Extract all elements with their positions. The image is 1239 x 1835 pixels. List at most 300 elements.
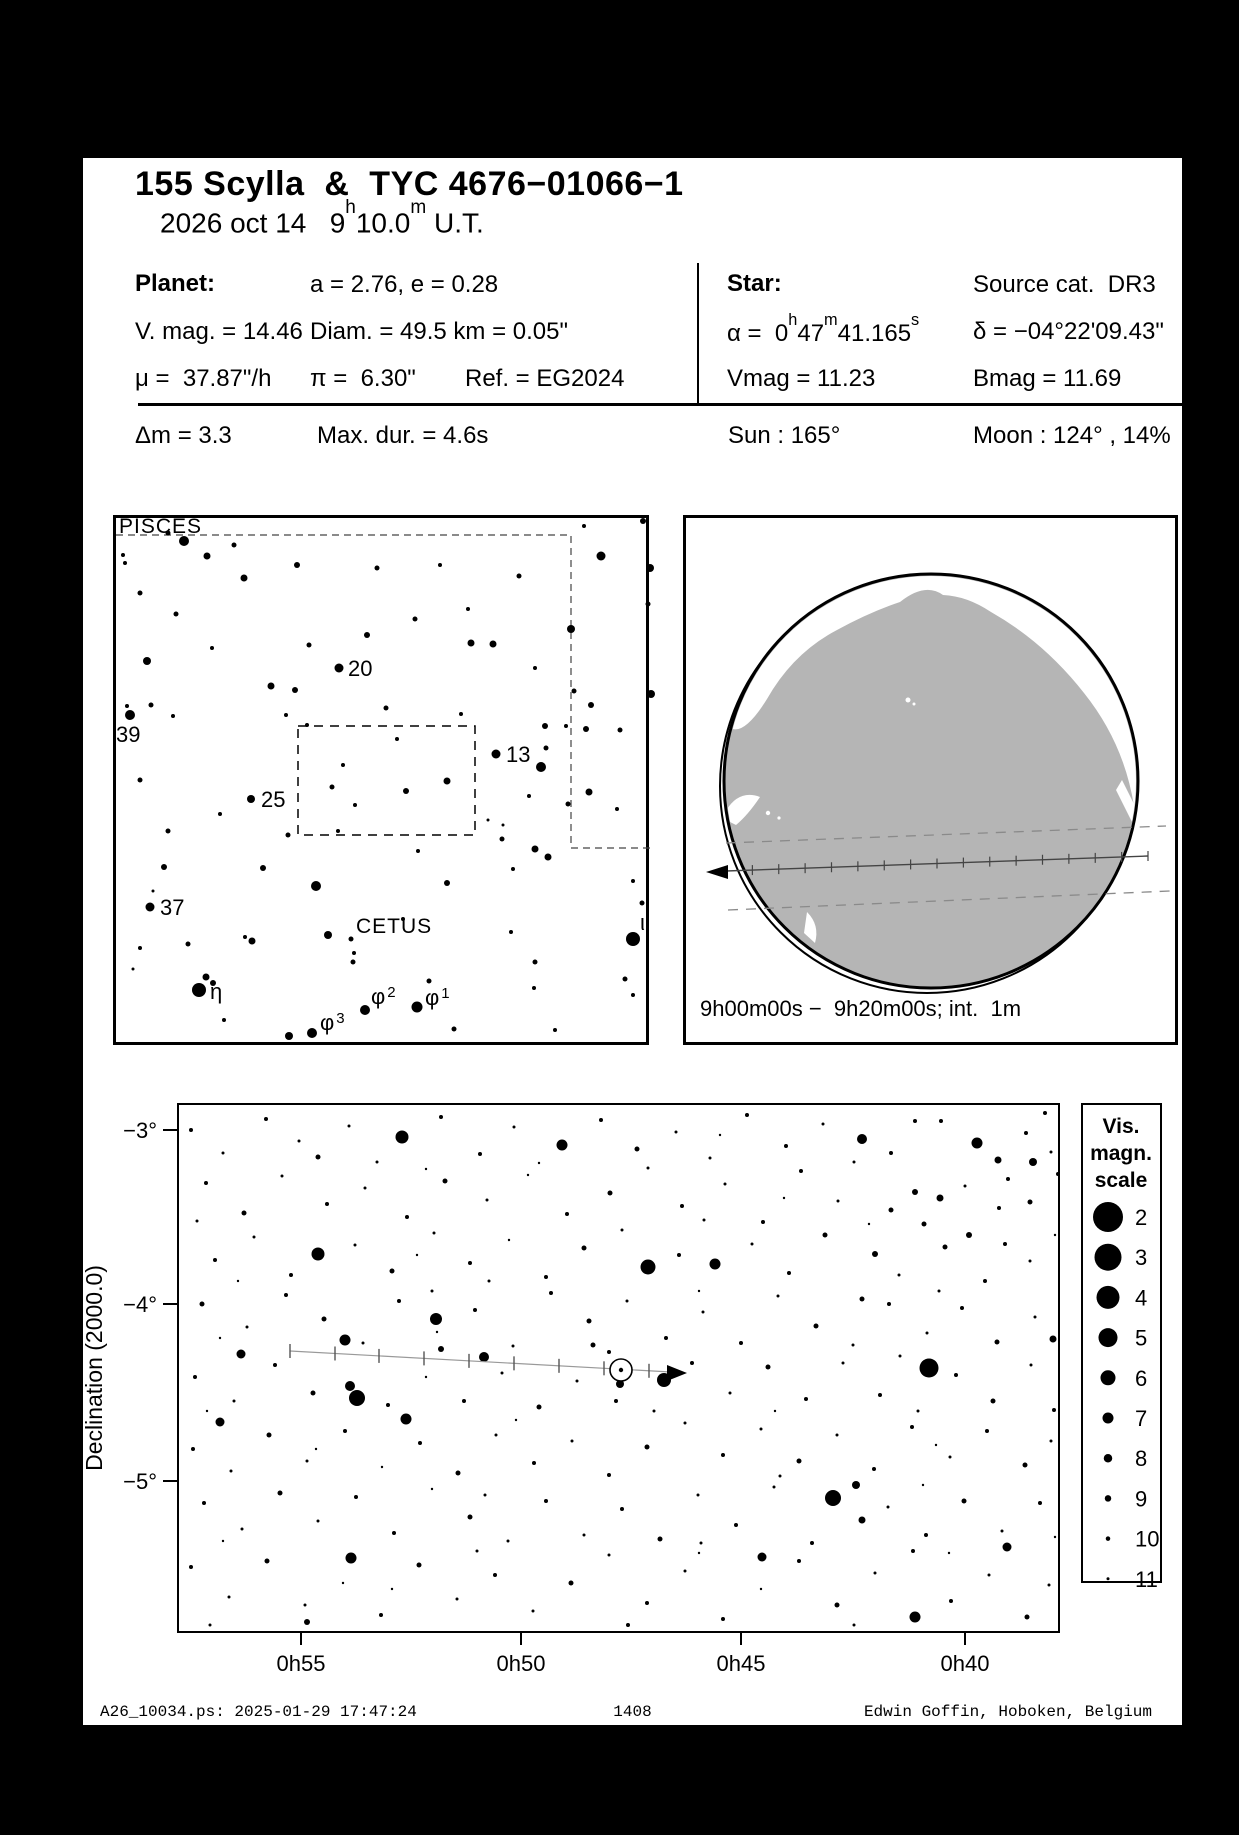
- star: [416, 1254, 418, 1256]
- star: [620, 1507, 624, 1511]
- star: [418, 1441, 422, 1445]
- star: [478, 1152, 482, 1156]
- star: [943, 1245, 948, 1250]
- star: [544, 1275, 548, 1279]
- star: [330, 785, 335, 790]
- star: [1030, 1364, 1033, 1367]
- star: [171, 714, 175, 718]
- star: [268, 683, 275, 690]
- star: [193, 1375, 197, 1379]
- star: [123, 561, 127, 565]
- star: [396, 1131, 409, 1144]
- star: [814, 1324, 819, 1329]
- star: [391, 1588, 393, 1590]
- star: [912, 1189, 918, 1195]
- globe-time-caption: 9h00m00s − 9h20m00s; int. 1m: [700, 996, 1022, 1021]
- star: [804, 1397, 808, 1401]
- star: [243, 935, 247, 939]
- legend-mag-circle: [1104, 1454, 1113, 1463]
- star: [777, 1295, 780, 1298]
- star: [645, 1445, 650, 1450]
- legend-mag-label: 6: [1135, 1365, 1148, 1391]
- star: [502, 824, 505, 827]
- star: [364, 632, 370, 638]
- star: [341, 763, 345, 767]
- star: [430, 1313, 442, 1325]
- star: [564, 724, 568, 728]
- star: [988, 1574, 991, 1577]
- star-label: ι: [640, 910, 645, 935]
- star: [664, 1336, 668, 1340]
- max-duration: Max. dur. = 4.6s: [317, 422, 489, 449]
- star-label: 39: [116, 722, 141, 747]
- star: [351, 960, 356, 965]
- star: [515, 1419, 517, 1421]
- star: [926, 1332, 929, 1335]
- star: [567, 625, 575, 633]
- star: [783, 1197, 785, 1199]
- star: [852, 1344, 855, 1347]
- star: [647, 690, 655, 698]
- star: [500, 837, 505, 842]
- star: [209, 1624, 212, 1627]
- star: [985, 1429, 989, 1433]
- star: [760, 1588, 762, 1590]
- y-axis-title: Declination (2000.0): [81, 1265, 107, 1471]
- star: [186, 942, 191, 947]
- star: [202, 1501, 206, 1505]
- star: [511, 867, 515, 871]
- y-tick-label: −3°: [123, 1118, 157, 1143]
- star: [591, 1343, 596, 1348]
- star: [278, 1491, 283, 1496]
- star: [823, 1233, 828, 1238]
- finder-chart-panel: [113, 515, 649, 1045]
- star: [468, 640, 475, 647]
- star: [191, 1447, 195, 1451]
- star: [384, 706, 389, 711]
- star: [304, 1604, 307, 1607]
- star: [719, 1134, 721, 1136]
- star: [710, 1259, 721, 1270]
- planet-reference: Ref. = EG2024: [465, 365, 625, 392]
- star: [853, 1624, 856, 1627]
- star: [607, 1473, 611, 1477]
- star: [874, 1572, 877, 1575]
- star: [542, 723, 548, 729]
- star: [774, 1410, 776, 1412]
- star: [887, 1302, 891, 1306]
- star: [898, 1274, 901, 1277]
- legend-mag-label: 5: [1135, 1325, 1148, 1351]
- star: [745, 1113, 749, 1117]
- star: [935, 1444, 937, 1446]
- star: [392, 1531, 396, 1535]
- star: [285, 1032, 293, 1040]
- star: [631, 993, 635, 997]
- star: [860, 1297, 865, 1302]
- x-axis-title: Right ascension (2000.0): [490, 1808, 747, 1834]
- star: [397, 1299, 401, 1303]
- star: [646, 564, 654, 572]
- legend-mag-circle: [1093, 1202, 1123, 1232]
- magnitude-legend: [1083, 1105, 1160, 1592]
- star: [684, 1570, 687, 1573]
- star: [917, 1410, 920, 1413]
- star-vmag: Vmag = 11.23: [727, 365, 876, 392]
- globe-panel: [683, 515, 1178, 1045]
- star: [431, 1290, 434, 1293]
- star: [566, 802, 571, 807]
- star: [647, 1167, 650, 1170]
- star: [395, 737, 399, 741]
- star: [997, 1206, 1001, 1210]
- star: [1001, 1530, 1004, 1533]
- star: [246, 1326, 249, 1329]
- star: [362, 1342, 365, 1345]
- star: [456, 1471, 461, 1476]
- detail-content: [189, 1111, 1060, 1627]
- y-tick-label: −4°: [123, 1292, 157, 1317]
- star: [416, 849, 420, 853]
- star: [797, 1559, 801, 1563]
- path-direction-arrow: [706, 865, 728, 879]
- star: [1006, 1177, 1010, 1181]
- land-solomons-2: [777, 816, 780, 819]
- header-divider: [697, 263, 699, 405]
- star: [459, 712, 463, 716]
- star: [501, 1372, 504, 1375]
- footer-filename: A26_10034.ps: 2025-01-29 17:47:24: [100, 1703, 417, 1721]
- star: [1052, 1408, 1056, 1412]
- star: [213, 1258, 217, 1262]
- star: [837, 1200, 840, 1203]
- star: [983, 1279, 987, 1283]
- star: [349, 937, 354, 942]
- star: [729, 1392, 732, 1395]
- star: [166, 829, 171, 834]
- star: [608, 1554, 611, 1557]
- star: [1054, 1536, 1056, 1538]
- star: [537, 1405, 542, 1410]
- star: [684, 1422, 687, 1425]
- star: [766, 1365, 771, 1370]
- magnitude-legend-panel: [1081, 1103, 1162, 1592]
- star: [582, 1246, 587, 1251]
- legend-mag-label: 3: [1135, 1245, 1148, 1271]
- star: [468, 1261, 472, 1265]
- planet-parallax: π = 6.30": [310, 365, 416, 392]
- star: [962, 1499, 967, 1504]
- star: [677, 1253, 681, 1257]
- planet-vmag: V. mag. = 14.46: [135, 318, 303, 345]
- star: [697, 1494, 700, 1497]
- named-star: [192, 983, 206, 997]
- star: [281, 1175, 284, 1178]
- event-date: 2026 oct 14 9$^h$10.0$^m$ U.T.: [160, 197, 484, 239]
- legend-mag-label: 2: [1135, 1205, 1148, 1230]
- star: [899, 1355, 902, 1358]
- star: [312, 1248, 325, 1261]
- star-label: 25: [261, 787, 286, 812]
- star: [787, 1271, 791, 1275]
- star-bmag: Bmag = 11.69: [973, 365, 1122, 392]
- star: [352, 951, 356, 955]
- star: [249, 938, 256, 945]
- star: [527, 794, 531, 798]
- star: [614, 1399, 618, 1403]
- star: [484, 1494, 487, 1497]
- star: [121, 553, 125, 557]
- star: [138, 778, 143, 783]
- star: [431, 1488, 433, 1490]
- star: [232, 543, 237, 548]
- legend-title: scale: [1094, 1169, 1148, 1192]
- star: [640, 901, 645, 906]
- star: [316, 1155, 321, 1160]
- star: [311, 1391, 316, 1396]
- star-label: 37: [160, 895, 185, 920]
- star: [544, 1499, 548, 1503]
- named-star: [335, 664, 344, 673]
- star: [1024, 1131, 1028, 1135]
- star: [631, 879, 635, 883]
- star: [588, 702, 594, 708]
- star: [517, 574, 522, 579]
- star: [618, 728, 623, 733]
- star: [413, 617, 418, 622]
- star: [810, 1541, 814, 1545]
- star: [468, 1515, 473, 1520]
- star: [174, 612, 179, 617]
- star: [425, 1168, 427, 1170]
- star: [375, 566, 380, 571]
- star: [734, 1523, 738, 1527]
- star: [305, 723, 309, 727]
- star: [1043, 1111, 1047, 1115]
- star: [381, 1466, 383, 1468]
- star: [200, 1302, 205, 1307]
- star: [508, 1239, 510, 1241]
- star: [233, 1400, 236, 1403]
- magnitude-drop: Δm = 3.3: [135, 422, 232, 449]
- star: [576, 1380, 579, 1383]
- star: [466, 607, 470, 611]
- star: [495, 1434, 498, 1437]
- star: [509, 930, 513, 934]
- star: [761, 1220, 765, 1224]
- legend-mag-circle: [1101, 1370, 1116, 1385]
- star: [1029, 1260, 1032, 1263]
- legend-mag-label: 4: [1135, 1285, 1148, 1311]
- star: [488, 1280, 491, 1283]
- star: [949, 1456, 952, 1459]
- star: [513, 1126, 516, 1129]
- path-direction-arrow: [667, 1365, 687, 1381]
- star: [583, 726, 589, 732]
- star: [582, 524, 586, 528]
- finder-chart: [116, 515, 646, 1042]
- star: [196, 1220, 199, 1223]
- star: [937, 1195, 944, 1202]
- star: [210, 646, 214, 650]
- star: [635, 1147, 640, 1152]
- named-star: [247, 795, 255, 803]
- globe-map: [686, 518, 1175, 1042]
- star: [325, 1202, 329, 1206]
- star: [913, 1119, 917, 1123]
- star: [264, 1117, 268, 1121]
- star-label: φ $^1$: [425, 985, 450, 1010]
- star: [417, 1563, 422, 1568]
- x-tick-label: 0h50: [496, 1651, 546, 1676]
- star: [253, 1236, 256, 1239]
- star: [878, 1393, 882, 1397]
- named-star: [125, 710, 135, 720]
- constellation-label: CETUS: [356, 915, 433, 938]
- header-rule: [138, 403, 1182, 406]
- star: [443, 1179, 448, 1184]
- star: [835, 1603, 840, 1608]
- star-label: φ $^2$: [371, 984, 396, 1009]
- star: [910, 1425, 914, 1429]
- star: [284, 713, 288, 717]
- star: [354, 1244, 357, 1247]
- star: [920, 1359, 939, 1378]
- planet-mu: μ = 37.87"/h: [135, 365, 272, 392]
- star: [889, 1151, 893, 1155]
- star-source-catalog: Source cat. DR3: [973, 271, 1156, 298]
- star: [242, 1211, 247, 1216]
- star: [910, 1612, 921, 1623]
- star: [189, 1128, 193, 1132]
- star: [405, 1215, 409, 1219]
- star: [304, 1619, 310, 1625]
- star: [852, 1481, 860, 1489]
- star: [1003, 1543, 1012, 1552]
- star: [204, 553, 211, 560]
- star: [597, 552, 606, 561]
- star: [680, 1204, 684, 1208]
- star: [571, 1440, 574, 1443]
- star: [641, 1260, 656, 1275]
- star: [340, 1335, 351, 1346]
- star: [343, 1429, 347, 1433]
- star: [427, 979, 432, 984]
- star: [587, 1319, 592, 1324]
- star: [544, 746, 549, 751]
- star: [354, 1495, 358, 1499]
- star-label: 13: [506, 742, 531, 767]
- star: [700, 1542, 703, 1545]
- star: [964, 1185, 967, 1188]
- star: [760, 1428, 763, 1431]
- star: [621, 1229, 624, 1232]
- star: [1034, 1316, 1037, 1319]
- star: [586, 789, 593, 796]
- star-label: η: [210, 979, 223, 1004]
- star: [324, 931, 332, 939]
- star: [206, 1410, 208, 1412]
- star: [241, 575, 248, 582]
- legend-mag-circle: [1097, 1286, 1120, 1309]
- star: [889, 1208, 894, 1213]
- star: [872, 1467, 876, 1471]
- star: [132, 968, 135, 971]
- star-label: 20: [348, 656, 373, 681]
- star: [439, 1115, 443, 1119]
- star: [797, 1459, 802, 1464]
- star: [473, 1308, 477, 1312]
- star: [872, 1251, 878, 1257]
- star: [615, 807, 619, 811]
- star: [403, 788, 409, 794]
- star: [545, 854, 552, 861]
- footer-author: Edwin Goffin, Hoboken, Belgium: [863, 1703, 1152, 1721]
- star: [237, 1350, 246, 1359]
- named-star: [412, 1002, 423, 1013]
- star: [486, 1199, 489, 1202]
- star: [349, 1390, 365, 1406]
- star: [995, 1340, 1000, 1345]
- star: [436, 1331, 438, 1333]
- star: [572, 689, 577, 694]
- star: [1050, 1336, 1057, 1343]
- star: [721, 1617, 725, 1621]
- star: [273, 1363, 277, 1367]
- star: [433, 1232, 436, 1235]
- legend-title: magn.: [1090, 1142, 1152, 1165]
- star: [379, 1613, 383, 1617]
- star: [294, 562, 300, 568]
- star: [307, 643, 312, 648]
- legend-mag-label: 8: [1135, 1446, 1148, 1472]
- star: [452, 1027, 457, 1032]
- star: [939, 1119, 943, 1123]
- star: [1048, 1584, 1051, 1587]
- star: [690, 1361, 694, 1365]
- land-hawaii: [906, 698, 911, 703]
- star: [658, 1537, 663, 1542]
- finder-content: [116, 515, 655, 1040]
- legend-mag-circle: [1095, 1244, 1122, 1271]
- star: [216, 1418, 225, 1427]
- star: [286, 833, 291, 838]
- star: [702, 1311, 705, 1314]
- star: [189, 1565, 193, 1569]
- star: [675, 1131, 678, 1134]
- land-solomons: [766, 811, 770, 815]
- star-dec: δ = −04°22'09.43": [973, 318, 1164, 345]
- star: [709, 1157, 712, 1160]
- star: [456, 1598, 459, 1601]
- named-star: [307, 1028, 317, 1038]
- star: [995, 1157, 1002, 1164]
- star: [1054, 1234, 1056, 1236]
- planet-orbit: a = 2.76, e = 0.28: [310, 271, 499, 298]
- star: [853, 1161, 856, 1164]
- star: [949, 1599, 953, 1603]
- star: [799, 1169, 803, 1173]
- star: [653, 1410, 656, 1413]
- land-australia-edge: [726, 896, 758, 966]
- planet-diameter: Diam. = 49.5 km = 0.05": [310, 318, 568, 345]
- star: [390, 1269, 395, 1274]
- star: [966, 1232, 972, 1238]
- star: [507, 1540, 510, 1543]
- star: [532, 986, 536, 990]
- star: [825, 1490, 841, 1506]
